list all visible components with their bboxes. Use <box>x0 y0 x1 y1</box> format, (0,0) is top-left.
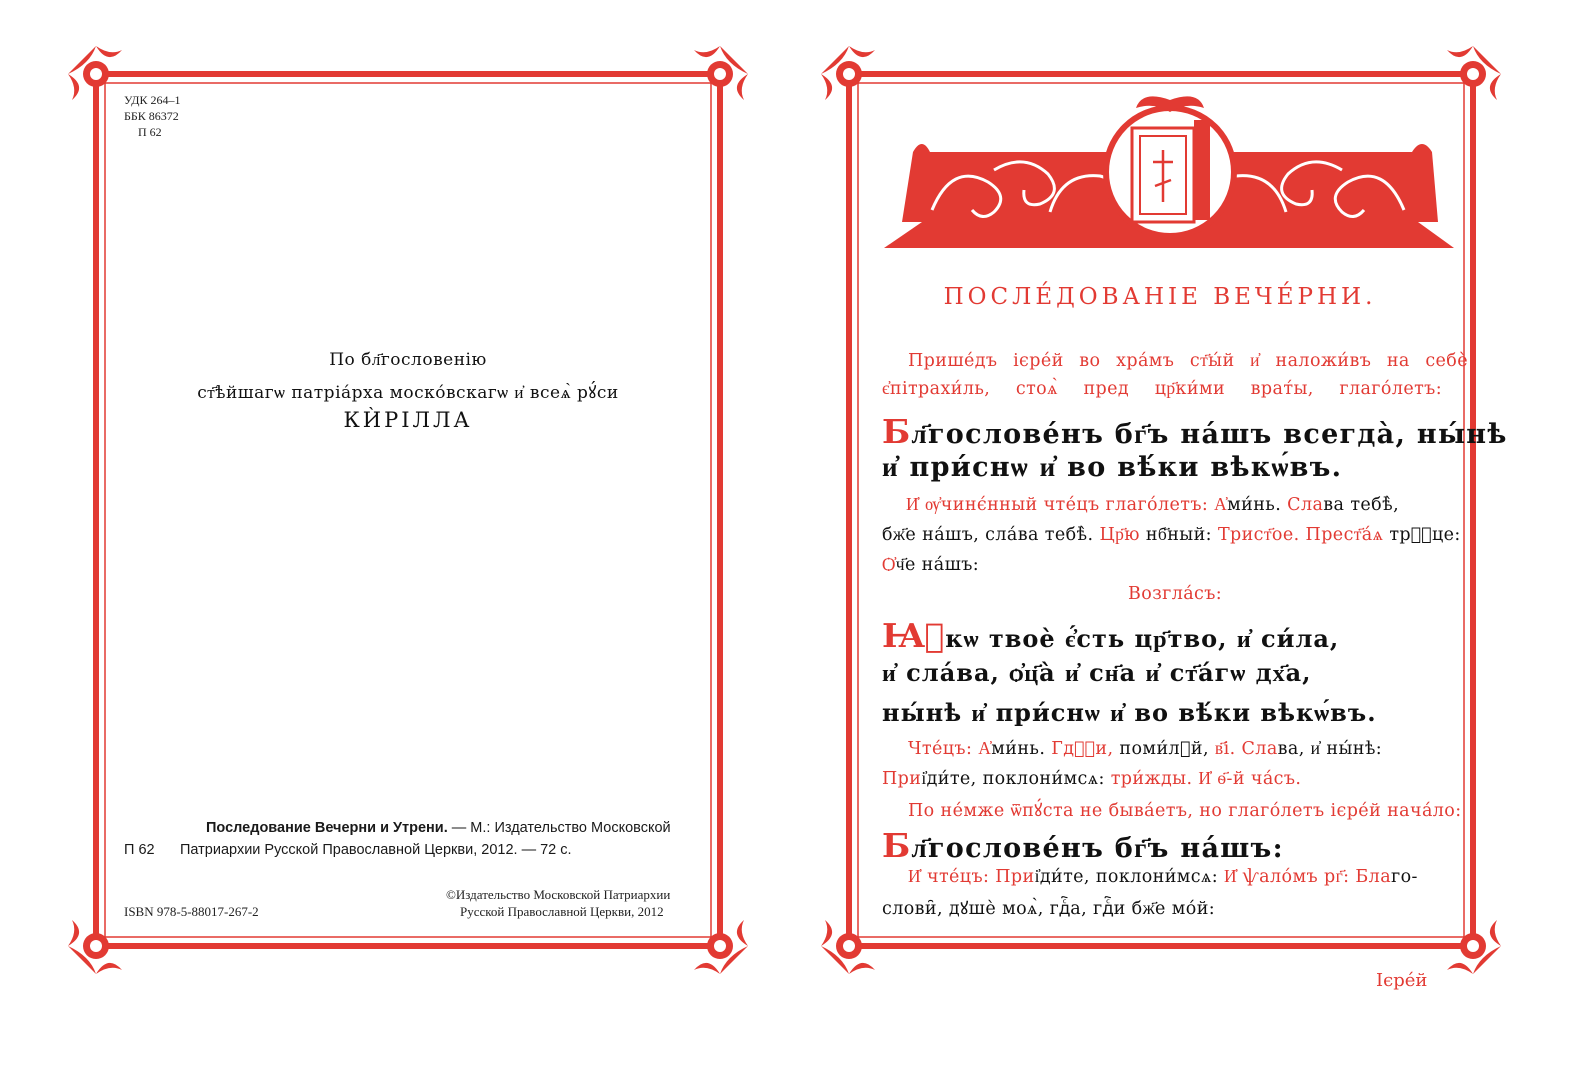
reader-text: бж҃е на́шъ, сла́ва тебѣ̀. <box>882 525 1100 545</box>
red-initial: Цр҃ю <box>1099 525 1140 545</box>
reader-rubric: Трист҃ое. Прест҃а́ѧ <box>1217 525 1384 545</box>
vozglas-heading: Возгла́съ: <box>1128 584 1223 604</box>
bibliography-code: П 62 <box>124 842 155 858</box>
red-initial: Б <box>882 826 912 865</box>
copyright-line-1: ©Издательство Московской Патриархии <box>446 887 671 902</box>
reader-amen-line-1 <box>908 738 1382 759</box>
bbk-code: ББК 86372 <box>124 109 179 123</box>
reader-rubric: И҆ чте́цъ: <box>908 867 996 887</box>
red-initial: Бла <box>1355 867 1392 887</box>
red-initial: При <box>995 867 1035 887</box>
reader-text: ва, и҆ ны́нѣ: <box>1277 739 1383 759</box>
reader-text: і҆ди́те, поклони́мсѧ: <box>921 769 1111 789</box>
red-initial: А҆ <box>1214 495 1228 515</box>
exclamation-blessed-line-2: и҆ при́снѡ и҆ во вѣ́ки вѣкѡ́въ. <box>882 452 1343 483</box>
bibliography-title: Последование Вечерни и Утрени. <box>206 820 448 836</box>
exclamation-blessed-short <box>882 826 1284 865</box>
gospel-book-headpiece-icon <box>884 96 1454 248</box>
reader-text: ва тебѣ̀, <box>1323 495 1400 515</box>
red-initial: Ѻ҆ <box>882 555 896 575</box>
exclamation-kingdom-line-1 <box>882 616 1339 655</box>
exclamation-kingdom-line-3: ны́нѣ и҆ при́снѡ и҆ во вѣ́ки вѣкѡ́въ. <box>882 698 1377 727</box>
bibliography-publisher: — М.: Издательство Московской <box>447 820 671 836</box>
blessing-line-2: ст҃ѣйшагѡ патріа́рха моско́вскагѡ и҆ всеѧ̀ рꙋ́си <box>197 383 619 403</box>
reader-amen-line-2 <box>882 768 1301 789</box>
red-initial: А҆ <box>978 739 992 759</box>
reader-text: ч҃е на́шъ: <box>895 555 980 575</box>
exclamation-blessed-text: л҃гослове́нъ бг҃ъ на́шъ всегда̀, ны́нѣ <box>911 419 1508 450</box>
blessing-line-1: По бл҃гословенію <box>329 350 487 370</box>
exclamation-blessed-short-text: л҃гослове́нъ бг҃ъ на́шъ: <box>911 833 1284 864</box>
office-title: ПОСЛЕ́ДОВАНІЕ ВЕЧЕ́РНИ. <box>943 284 1377 310</box>
exclamation-kingdom-text: кѡ твоѐ є҆́сть цр҃тво, и҆ си́ла, <box>945 624 1340 653</box>
reader-rubric: И҆ ѹ҆чинє́нный чте́цъ глаго́летъ: <box>906 495 1215 515</box>
reader-line-1 <box>906 494 1399 515</box>
exclamation-blessed-line-1 <box>882 412 1508 451</box>
reader-line-2 <box>882 524 1461 545</box>
reader-rubric: в҃і. Сла <box>1214 739 1278 759</box>
reader-line-3 <box>882 554 979 575</box>
red-initial: При <box>882 769 922 789</box>
reader-text: ми́нь. <box>991 739 1052 759</box>
bibliography-line-2: Патриархии Русской Православной Церкви, 2012. — 72 с. <box>180 842 572 858</box>
copyright-line-2: Русской Православной Церкви, 2012 <box>460 904 664 919</box>
reader-rubric: И҆ ѱало́мъ рг҃: <box>1223 867 1356 887</box>
blessing-name: КЍРІЛЛА <box>343 408 473 432</box>
reader-text: нб҃ный: <box>1139 525 1218 545</box>
rubric-priest-entry-line-1: Прише́дъ ієре́й во хра́мъ ст҃ы́й и҆ наложи́въ на себѐ <box>908 351 1468 371</box>
reader-rubric: три́жды. И҆ ѳ҃-й ча́съ. <box>1110 769 1302 789</box>
red-initial: Сла <box>1287 495 1324 515</box>
right-page <box>792 0 1584 1080</box>
red-initial: Б <box>882 412 912 451</box>
reader-text: і҆ди́те, поклони́мсѧ: <box>1034 867 1224 887</box>
reader-rubric: Чте́цъ: <box>908 739 979 759</box>
bibliography-line-1 <box>206 820 671 836</box>
author-mark: П 62 <box>138 125 162 139</box>
reader-text: ми́нь. <box>1227 495 1288 515</box>
udk-code: УДК 264–1 <box>124 93 181 107</box>
rubric-priest-entry-line-2: є҆пітрахи́ль, стоѧ̀ пред цр҃ки́ми врат́ы, глаго́летъ: <box>882 379 1442 399</box>
exclamation-kingdom-line-2: и҆ сла́ва, ѻ҆ц҃а̀ и҆ сн҃а и҆ ст҃а́гѡ дх҃а, <box>882 658 1312 687</box>
catchword: Ієре́й <box>1376 970 1428 991</box>
rubric-dismissal: По не́мже ѿпꙋ́ста не быва́етъ, но глаго́летъ ієре́й нача́ло: <box>908 801 1462 821</box>
red-initial: Ꙗ҆ <box>882 616 946 655</box>
reader-text: трⷪ҇це: <box>1383 525 1461 545</box>
reader-psalm-line-2: слови̑, дꙋшѐ моѧ̀, гдⷭ҇а, гдⷭ҇и бж҃е мо́й: <box>882 899 1216 919</box>
reader-text: го- <box>1391 867 1418 887</box>
red-initial: Гдⷭ҇и, <box>1051 739 1114 759</box>
reader-psalm-line-1 <box>908 866 1418 887</box>
reader-text: поми́лꙋй, <box>1113 739 1215 759</box>
isbn: ISBN 978-5-88017-267-2 <box>124 904 259 919</box>
